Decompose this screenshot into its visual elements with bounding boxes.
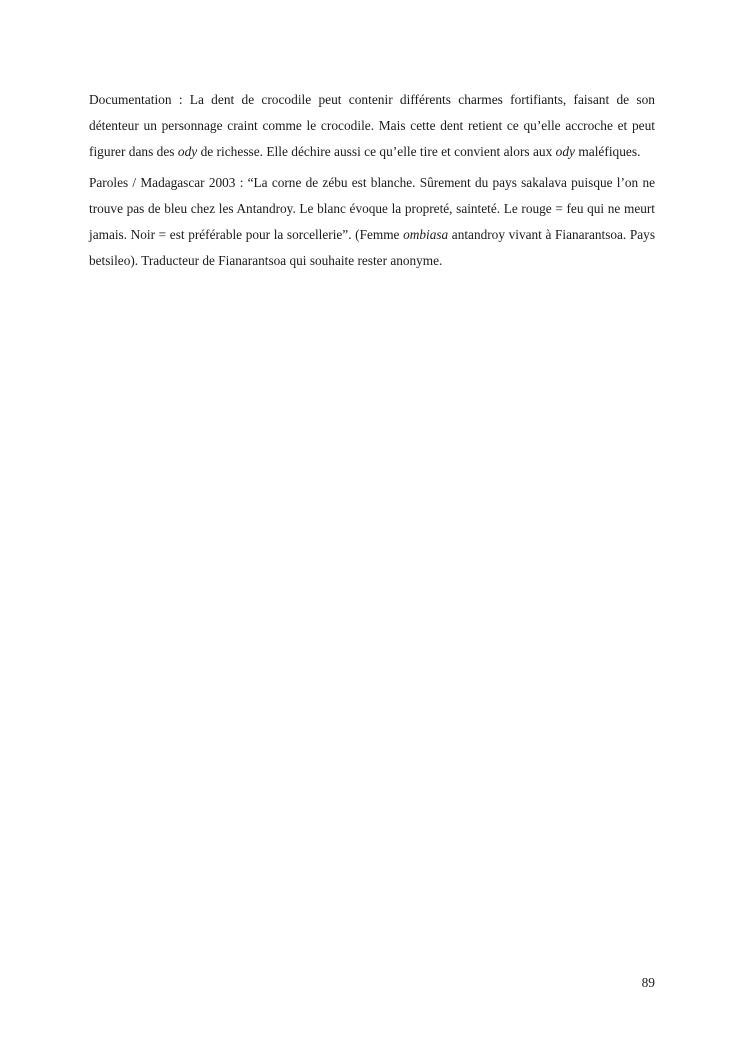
paragraph-paroles	[89, 170, 655, 274]
text-segment: maléfiques.	[574, 144, 641, 159]
page-number: 89	[641, 975, 655, 990]
text-segment: antandroy vivant à Fianarantsoa. Pays betsileo). Traducteur de Fianarantsoa qui souhaite rester anonyme.	[89, 227, 655, 268]
text-segment-italic: ody	[177, 144, 198, 159]
text-segment-italic: ody	[555, 144, 575, 159]
text-segment: Documentation : La dent de crocodile peut contenir différents charmes fortifiants, faisant de son détenteur un personnage craint comme le crocodile. Mais cette dent retient ce qu’elle accroche et peut figurer dans des	[89, 92, 655, 159]
text-segment: de richesse. Elle déchire aussi ce qu’elle tire et convient alors aux	[197, 144, 556, 159]
text-segment-italic: ombiasa	[403, 227, 449, 242]
body-text	[89, 87, 655, 279]
text-segment: Paroles / Madagascar 2003 : “La corne de zébu est blanche. Sûrement du pays sakalava puisque l’on ne trouve pas de bleu chez les Antandroy. Le blanc évoque la propreté, sainteté. Le rouge = feu qui ne meurt jamais. Noir = est préférable pour la sorcellerie”. (Femme	[89, 175, 655, 242]
paragraph-documentation	[89, 87, 655, 165]
